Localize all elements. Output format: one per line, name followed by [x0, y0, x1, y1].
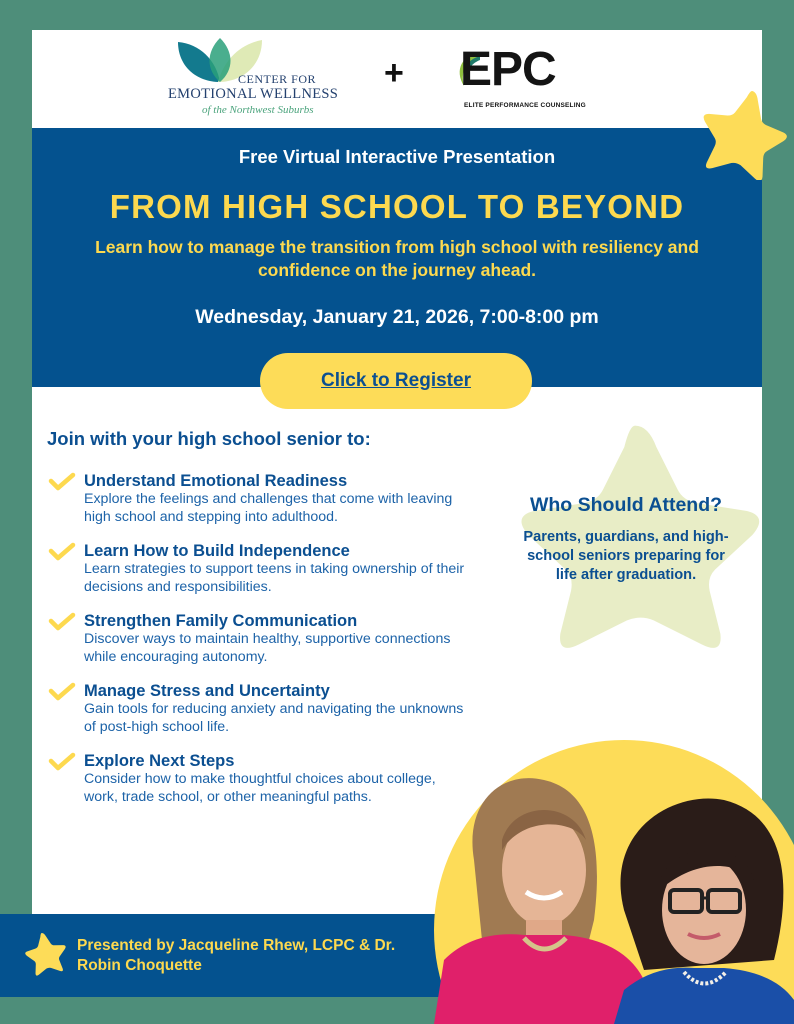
- checkmark-icon: [48, 612, 76, 632]
- checkmark-icon: [48, 542, 76, 562]
- checkmark-icon: [48, 682, 76, 702]
- benefit-title: Understand Emotional Readiness: [84, 472, 348, 490]
- cew-logo: [168, 36, 339, 120]
- benefit-title: Explore Next Steps: [84, 752, 235, 770]
- benefit-item: [48, 472, 468, 526]
- hero-title: FROM HIGH SCHOOL TO BEYOND: [109, 188, 685, 225]
- cew-line3: of the Northwest Suburbs: [202, 104, 314, 116]
- hero-kicker: Free Virtual Interactive Presentation: [238, 146, 556, 167]
- event-date: Wednesday, January 21, 2026, 7:00-8:00 pm: [195, 306, 599, 328]
- presenter-photo-right: [604, 790, 794, 1024]
- who-should-attend-title: Who Should Attend?: [529, 494, 723, 516]
- hero-subtitle: Learn how to manage the transition from high school with resiliency and confidence on the journey ahead.: [95, 237, 699, 280]
- benefit-item: [48, 682, 468, 736]
- plus-sign: +: [384, 54, 404, 92]
- epc-mark: EPC: [460, 43, 556, 96]
- checkmark-icon: [48, 752, 76, 772]
- join-heading: Join with your high school senior to:: [47, 428, 371, 449]
- star-icon: [22, 930, 68, 976]
- benefit-item: [48, 752, 468, 806]
- benefit-desc: Explore the feelings and challenges that come with leaving high school and stepping into adulthood.: [84, 491, 453, 525]
- benefit-title: Strengthen Family Communication: [84, 612, 358, 630]
- checkmark-icon: [48, 472, 76, 492]
- benefit-item: [48, 542, 468, 596]
- benefit-desc: Gain tools for reducing anxiety and navigating the unknowns of post-high school life.: [84, 701, 464, 735]
- benefit-desc: Consider how to make thoughtful choices about college, work, trade school, or other meaningful paths.: [84, 771, 436, 805]
- benefit-desc: Discover ways to maintain healthy, supportive connections while encouraging autonomy.: [84, 631, 451, 665]
- benefit-list: [48, 472, 468, 822]
- benefit-title: Learn How to Build Independence: [84, 542, 350, 560]
- presenters-text: Presented by Jacqueline Rhew, LCPC & Dr. Robin Choquette: [77, 937, 396, 974]
- cew-line1: CENTER FOR: [238, 72, 317, 86]
- logo-header: [32, 30, 762, 128]
- hero-band: [32, 128, 762, 387]
- epc-logo: [452, 42, 592, 122]
- presenters-photo: [414, 740, 794, 1024]
- benefit-item: [48, 612, 468, 666]
- benefit-title: Manage Stress and Uncertainty: [84, 682, 330, 700]
- who-should-attend-body: Parents, guardians, and high-school seniors preparing for life after graduation.: [523, 529, 729, 583]
- register-button[interactable]: Click to Register: [260, 353, 532, 409]
- benefit-desc: Learn strategies to support teens in taking ownership of their decisions and responsibilities.: [84, 561, 465, 595]
- epc-subtitle: ELITE PERFORMANCE COUNSELING: [464, 102, 586, 109]
- star-icon: [694, 84, 790, 180]
- cew-line2: EMOTIONAL WELLNESS: [168, 86, 339, 102]
